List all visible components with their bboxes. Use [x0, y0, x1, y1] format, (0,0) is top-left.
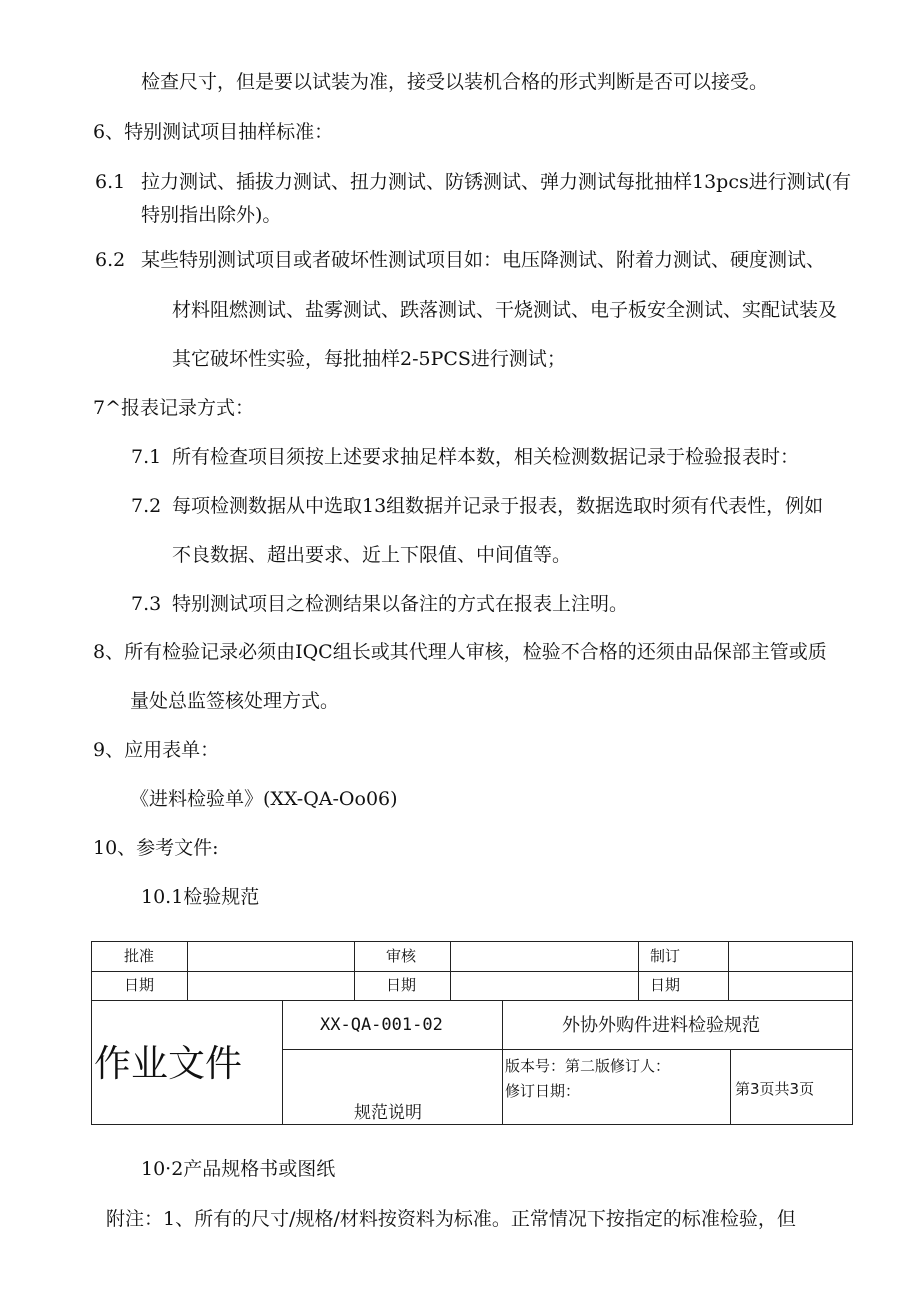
date-label: 日期: [124, 976, 155, 994]
section-8-text: 8、所有检验记录必须由IQC组长或其代理人审核，检验不合格的还须由品保部主管或质: [93, 641, 827, 663]
document-number: XX-QA-001-02: [320, 1015, 443, 1035]
document-title: 外协外购件进料检验规范: [562, 1015, 760, 1036]
table-rule: [354, 942, 355, 1000]
item-7-1-text: 所有检查项目须按上述要求抽足样本数，相关检测数据记录于检验报表时：: [172, 446, 800, 468]
item-number-7-1: 7.1: [131, 446, 162, 468]
table-rule: [450, 942, 451, 1000]
item-6-1-text: 拉力测试、插拔力测试、扭力测试、防锈测试、弹力测试每批抽样13pcs进行测试(有: [141, 171, 852, 193]
document-type: 作业文件: [94, 1042, 242, 1085]
item-7-2-text-cont: 不良数据、超出要求、近上下限值、中间值等。: [172, 544, 572, 566]
item-6-1-text-cont: 特别指出除外)。: [141, 204, 282, 226]
item-number-6-1: 6.1: [95, 171, 126, 193]
table-rule: [92, 971, 852, 972]
table-rule: [92, 1000, 852, 1001]
prepare-label: 制订: [650, 947, 681, 965]
table-rule: [187, 942, 188, 1000]
item-6-2-text-cont: 材料阻燃测试、盐雾测试、跌落测试、干烧测试、电子板安全测试、实配试装及: [172, 299, 838, 321]
section-6-heading: 6、特别测试项目抽样标准：: [93, 121, 334, 143]
version-info: 版本号：第二版修订人：: [505, 1057, 671, 1075]
section-8-text-cont: 量处总监签核处理方式。: [130, 690, 340, 712]
page-indicator: 第3页共3页: [735, 1080, 815, 1098]
document-footer-table: [91, 941, 853, 1125]
item-7-3-text: 特别测试项目之检测结果以备注的方式在报表上注明。: [172, 593, 629, 615]
table-rule: [730, 1049, 731, 1124]
revision-date: 修订日期：: [505, 1082, 581, 1100]
table-rule: [502, 1000, 503, 1124]
review-label: 审核: [386, 947, 417, 965]
text-line: 检查尺寸，但是要以试装为准，接受以装机合格的形式判断是否可以接受。: [141, 71, 769, 93]
item-number-7-2: 7.2: [131, 495, 162, 517]
item-number-7-3: 7.3: [131, 593, 162, 615]
approve-label: 批准: [124, 947, 155, 965]
reference-10-2: 10·2产品规格书或图纸: [141, 1158, 336, 1180]
item-number-6-2: 6.2: [95, 249, 126, 271]
item-6-2-text: 某些特别测试项目或者破坏性测试项目如：电压降测试、附着力测试、硬度测试、: [141, 249, 826, 271]
reference-10-1: 10.1检验规范: [141, 886, 260, 908]
item-7-2-text: 每项检测数据从中选取13组数据并记录于报表，数据选取时须有代表性，例如: [172, 495, 824, 517]
section-7-heading: 7^报表记录方式：: [93, 397, 255, 419]
table-rule: [282, 1000, 283, 1124]
section-10-heading: 10、参考文件:: [93, 837, 219, 859]
date-label: 日期: [650, 976, 681, 994]
document-category: 规范说明: [354, 1103, 422, 1123]
table-rule: [728, 942, 729, 1000]
table-rule: [638, 942, 639, 1000]
item-6-2-text-cont2: 其它破坏性实验，每批抽样2-5PCS进行测试；: [172, 348, 566, 370]
table-rule: [282, 1049, 852, 1050]
form-reference: 《进料检验单》(XX-QA-Oo06): [130, 788, 398, 810]
section-9-heading: 9、应用表单：: [93, 739, 220, 761]
date-label: 日期: [386, 976, 417, 994]
note-text: 附注：1、所有的尺寸/规格/材料按资料为标准。正常情况下按指定的标准检验，但: [106, 1208, 796, 1230]
